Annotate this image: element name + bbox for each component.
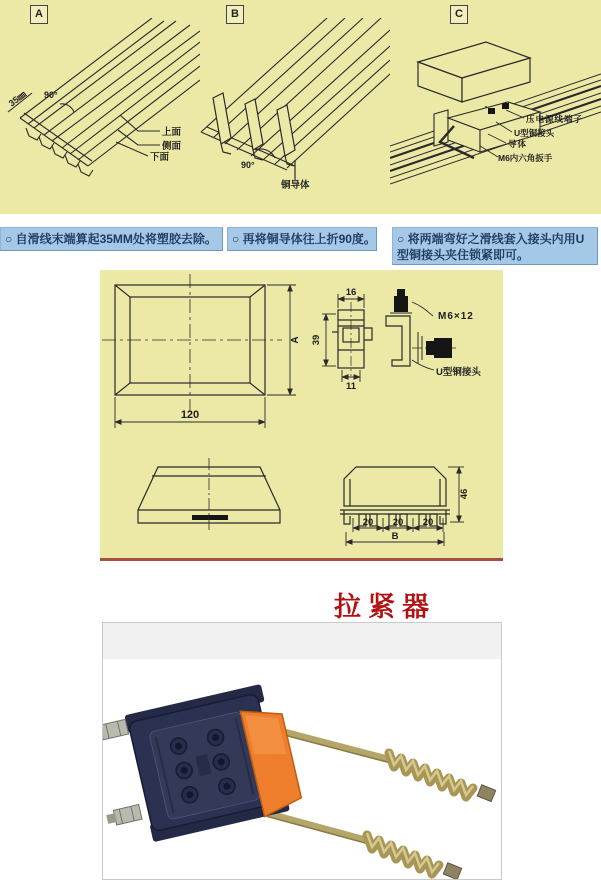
hex-wrench-label: M6内六角扳手 — [498, 153, 553, 163]
dim-20-2-label: 20 — [392, 517, 404, 528]
rail-lines — [201, 18, 390, 170]
face-bottom-label: 下面 — [150, 152, 170, 163]
cover-top-view — [102, 274, 282, 411]
cover-front-view — [138, 458, 280, 533]
dim-39-label: 39 — [311, 334, 322, 346]
bolt-m6x12-label: M6×12 — [438, 311, 474, 322]
dim-35-label: 35㎜ — [6, 88, 29, 109]
copper-conductor-label: 铜导体 — [281, 180, 310, 191]
drawing-svg — [100, 270, 503, 558]
diagram-c-svg — [390, 18, 601, 214]
diagram-b-bend-conductors — [185, 18, 390, 214]
panel-label-b: B — [226, 5, 244, 24]
face-side-label: 侧面 — [162, 141, 182, 152]
tensioner-photo-svg — [103, 623, 501, 879]
installation-steps-band — [0, 0, 601, 214]
dim-16-label: 16 — [345, 287, 357, 298]
step3-caption: ○ 将两端弯好之滑线套入接头内用U型铜接头夹住锁紧即可。 — [392, 227, 598, 265]
joint-cover-drawing-panel — [100, 270, 503, 561]
dim-20-3-label: 20 — [422, 517, 434, 528]
tensioner-photo — [102, 622, 502, 880]
u-clamp-detail — [386, 289, 456, 370]
diagram-a-svg — [0, 18, 200, 214]
dim-46-label: 46 — [459, 488, 470, 500]
terminal-label: 压电源线端子 — [526, 114, 584, 124]
u-connector-label: U型铜接头 — [514, 128, 555, 138]
dim-A-label: A — [290, 336, 301, 344]
cover-box — [418, 42, 530, 102]
angle-90-label: 90° — [241, 160, 255, 170]
photo-top-strip — [103, 623, 501, 659]
tensioner-title: 拉紧器 — [334, 592, 436, 622]
diagram-b-svg — [185, 18, 390, 214]
diagram-c-joint-assembly — [390, 18, 601, 214]
panel-label-a: A — [30, 5, 48, 24]
step2-caption: ○ 再将铜导体往上折90度。 — [227, 227, 377, 251]
u-connector-label: U型铜接头 — [436, 367, 481, 378]
step1-caption: ○ 自滑线末端算起35MM处将塑胶去除。 — [0, 227, 223, 251]
panel-label-c: C — [450, 5, 468, 24]
face-top-label: 上面 — [162, 127, 182, 138]
dim-20-1-label: 20 — [362, 517, 374, 528]
rail-isometric-lines — [8, 18, 200, 176]
angle-90-label: 90° — [44, 90, 58, 100]
conductor-label: 导体 — [508, 139, 528, 149]
clamp-profile-view — [332, 302, 372, 376]
dim-120-label: 120 — [180, 409, 200, 421]
dim-B-label: B — [391, 531, 399, 542]
diagram-a-rail-end — [0, 18, 200, 214]
dim-11-label: 11 — [345, 381, 357, 392]
